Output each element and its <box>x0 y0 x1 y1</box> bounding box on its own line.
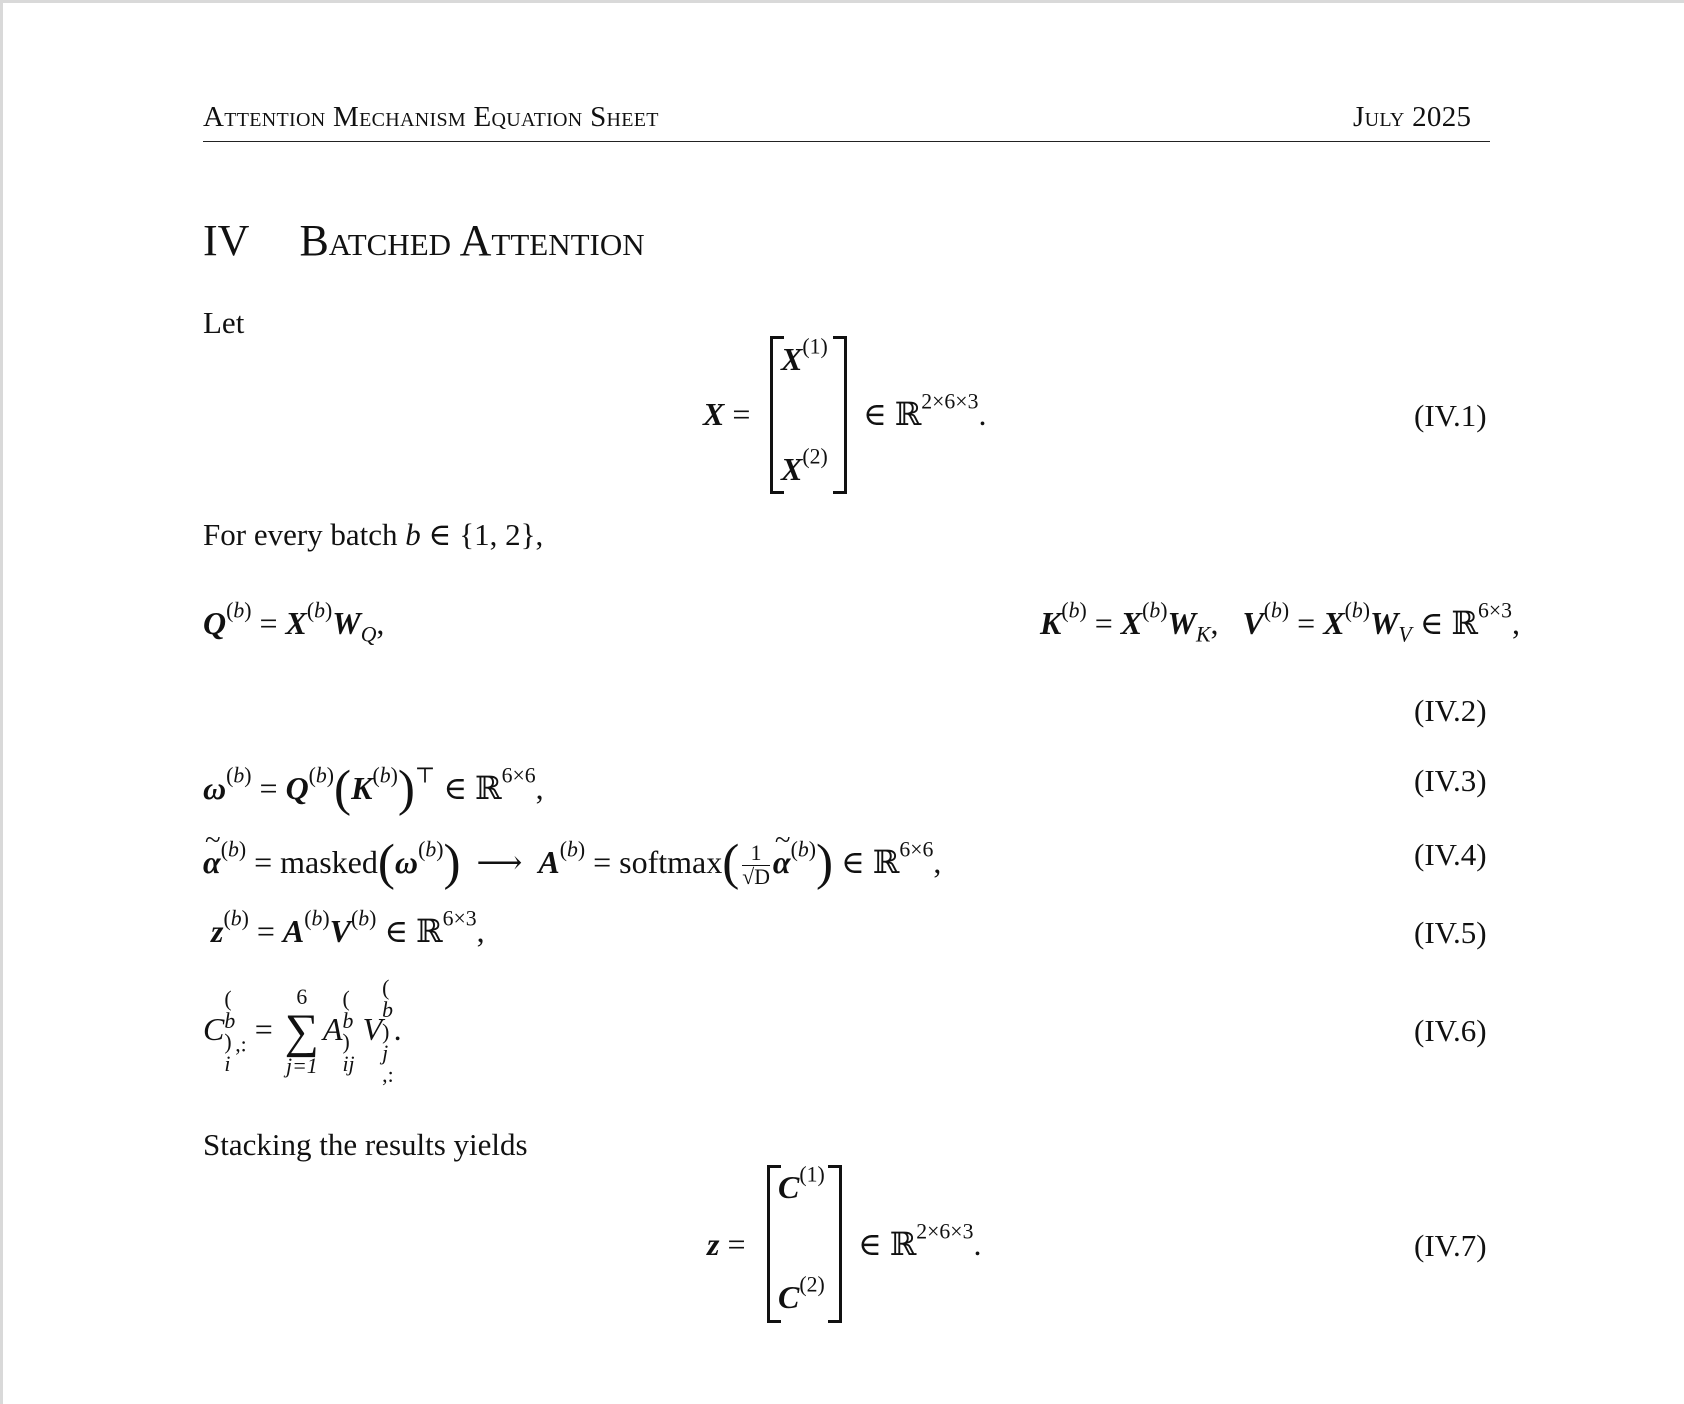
eq6-sum: C ( b ) i $_{,:}$ = 6 ∑ j=1 A ( b ) ij V ( b ) j ,: . <box>203 976 402 1088</box>
running-header-title: Attention Mechanism Equation Sheet <box>203 101 659 133</box>
eq1-right-bracket <box>833 336 847 494</box>
eq7-space: ∈ ℝ$^{2\times 6\times 3}$. <box>858 1219 982 1262</box>
eq6-number: (IV.6) <box>1414 1013 1487 1048</box>
section-number: IV <box>203 216 250 265</box>
text-stacking: Stacking the results yields <box>203 1127 528 1162</box>
text-for-every-batch: For every batch b ∈ {1, 2}, <box>203 517 544 552</box>
section-heading <box>203 215 645 266</box>
eq7-right-bracket <box>828 1165 842 1323</box>
eq2-query: $Q^{(b)} = X^{(b)}W_Q$, <box>203 598 385 647</box>
eq1-number: (IV.1) <box>1414 398 1487 433</box>
eq4-masked-softmax: ~ $\alpha^{(b)}$ = $masked(\omega^{(b)})$ ⟶ $A^{(b)}$ = softmax( $\frac{1}{√D}$ ~ $\alpha^{(b)}$) ∈ ℝ$^{6\times 6}$, <box>203 837 941 889</box>
text-let: Let <box>203 305 245 340</box>
eq7-row1: $C^{(1)}$ <box>778 1162 825 1205</box>
eq1-lhs: X = <box>703 396 751 432</box>
eq4-number: (IV.4) <box>1414 837 1487 872</box>
running-header-date: July 2025 <box>1353 101 1472 133</box>
eq7-row2: $C^{(2)}$ <box>778 1272 825 1315</box>
header-rule <box>203 141 1490 142</box>
eq3-number: (IV.3) <box>1414 763 1487 798</box>
eq1-row1: $X^{(1)}$ <box>781 334 828 377</box>
eq1-row2: $X^{(2)}$ <box>781 444 828 487</box>
eq2-key-value: $K^{(b)} = X^{(b)}W_K$, $V^{(b)} = X^{(b)}W_V$ ∈ ℝ$^{6\times 3}$, <box>1040 598 1520 647</box>
eq7-number: (IV.7) <box>1414 1228 1487 1263</box>
eq5-number: (IV.5) <box>1414 915 1487 950</box>
section-title: Batched Attention <box>299 216 645 265</box>
eq2-number: (IV.2) <box>1414 693 1487 728</box>
eq1-space: ∈ ℝ$^{2\times 6\times 3}$. <box>863 389 987 432</box>
eq5-context: $z^{(b)} = A^{(b)}V^{(b)}$ ∈ ℝ$^{6\times 3}$, <box>211 906 485 949</box>
document-page <box>3 3 1684 1404</box>
eq7-lhs: z = <box>707 1226 746 1262</box>
eq3-scores: $\omega^{(b)} = Q^{(b)}(K^{(b)})^⊤$ ∈ ℝ$^{6\times 6}$, <box>203 760 544 817</box>
